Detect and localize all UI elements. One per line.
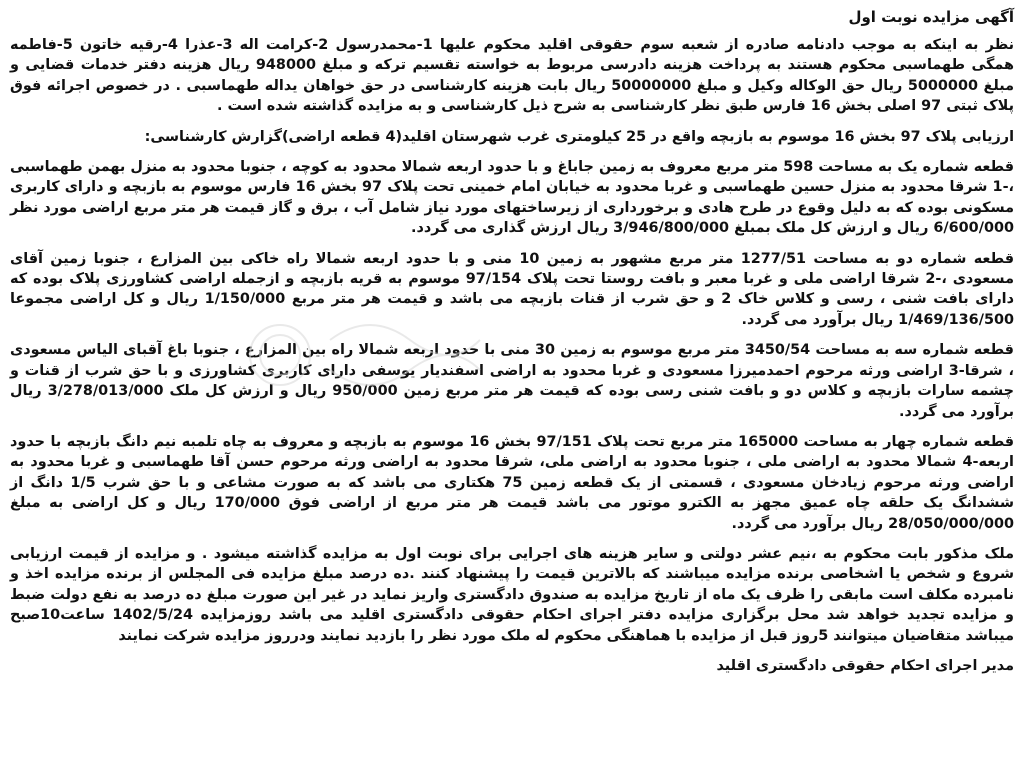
- closing-paragraph: ملک مذکور بابت محکوم به ،نیم عشر دولتی و سایر هزینه های اجرایی برای نوبت اول به مزایده گذاشته میشود . و مزایده از قیمت ارزیابی شروع و شخص یا اشخاصی برنده مزایده میباشند که بالاترین قیمت را پیشنهاد کنند .ده درصد مبلغ مزایده فی المجلس از برنده مزایده اخذ و نامبرده مکلف است مابقی را ظرف یک ماه از تاریخ مزایده به صندوق دادگستری واریز نماید در غیر این صورت مبلغ ده درصد به نفع دولت ضبط و مزایده تجدید خواهد شد محل برگزاری مزایده دفتر اجرای احکام حقوقی دادگستری اقلید می باشد روزمزایده 1402/5/24 ساعت10صبح میباشد متقاضیان میتوانند 5روز قبل از مزایده با هماهنگی محکوم له ملک مورد نظر را بازدید نمایند ودرروز مزایده شرکت نمایند: [10, 545, 1014, 644]
- signature-line: مدیر اجرای احکام حقوقی دادگستری اقلید: [716, 657, 1014, 674]
- parcel-three-paragraph: قطعه شماره سه به مساحت 3450/54 متر مربع موسوم به زمین 30 منی با حدود اربعه شمالا راه بین المزارع ، جنوبا باغ آقبای الیاس مسعودی ، شرقا-3 اراضی ورثه مرحوم احمدمیرزا مسعودی و غربا محدود به اراضی اسفندیار یوسفی دارای کاربری کشاورزی و با حق شرب از قنات و چشمه سارات بازبچه و کلاس دو و بافت شنی رسی بوده که قیمت هر متر مربع زمین 950/000 ریال و ارزش کل ملک 3/278/013/000 ریال برآورد می گردد.: [10, 342, 1014, 420]
- notice-title: آگهی مزایده نوبت اول: [848, 8, 1014, 26]
- parcel-one-paragraph: قطعه شماره یک به مساحت 598 متر مربع معروف به زمین جاباغ و با حدود اربعه شمالا محدود به کوچه ، جنوبا محدود به منزل بهمن طهماسبی ،-1 شرقا محدود به منزل حسین طهماسبی و غربا محدود به خیابان امام خمینی تحت پلاک 97 بخش 16 فارس موسوم به بازبچه و دارای کاربری مسکونی بوده که به دلیل وقوع در طرح هادی و برخورداری از زیرساختهای مورد نیاز شامل آب ، برق و گاز قیمت هر متر مربع اراضی مورد نظر 6/600/000 ریال و ارزش کل ملک بمبلغ 3/946/800/000 ریال ارزش گذاری می گردد.: [10, 159, 1015, 237]
- parcel-four-paragraph: قطعه شماره چهار به مساحت 165000 متر مربع تحت پلاک 97/151 بخش 16 موسوم به بازبچه و معروف به چاه تلمبه نیم دانگ بازبچه با حدود اربعه-4 شمالا محدود به اراضی ملی ، جنوبا محدود به اراضی ملی، شرقا محدود به اراضی ورثه مرحوم حسن آقا طهماسبی و غربا محدود به اراضی ورثه مرحوم زیادخان مسعودی ، قسمتی از یک قطعه زمین 75 هکتاری می باشد که به صورت مشاعی و با حق شرب 1/5 دانگ از ششدانگ یک حلقه چاه عمیق مجهز به الکترو موتور می باشد قیمت هر متر مربع از اراضی فوق 170/000 ریال و کل اراضی به مبلغ 28/050/000/000 ریال برآورد می گردد.: [10, 433, 1015, 532]
- appraisal-heading: ارزیابی پلاک 97 بخش 16 موسوم به بازبچه واقع در 25 کیلومتری غرب شهرستان اقلید(4 قطعه اراضی)گزارش کارشناسی:: [144, 128, 1014, 145]
- intro-paragraph: نظر به اینکه به موجب دادنامه صادره از شعبه سوم حقوقی اقلید محکوم علیها 1-محمدرسول 2-کرامت اله 3-عذرا 4-رقیه خاتون 5-فاطمه همگی طهماسبی محکوم هستند به پرداخت هزینه دادرسی مربوط به خواسته تقسیم ترکه و مبلغ 948000 ریال هزینه دفتر خدمات قضایی و مبلغ 5000000 ریال حق الوکاله وکیل و مبلغ 50000000 ریال بابت هزینه کارشناسی در حق خواهان یداله طهماسبی . در خصوص اجرائه فوق پلاک ثبتی 97 اصلی بخش 16 فارس طبق نظر کارشناسی به شرح ذیل کارشناسی و به مزایده گذاشته شده است .: [10, 37, 1015, 115]
- parcel-two-paragraph: قطعه شماره دو به مساحت 1277/51 متر مربع مشهور به زمین 10 منی و با حدود اربعه شمالا راه خاکی بین المزارع ، جنوبا زمین آقای مسعودی ،-2 شرقا اراضی ملی و غربا معبر و بافت روستا تحت پلاک 97/154 موسوم به قریه بازبچه و ازجمله اراضی کشاورزی پلاک بوده که دارای بافت شنی ، رسی و کلاس خاک 2 و حق شرب از قنات بازبچه می باشد و قیمت هر متر مربع 1/150/000 ریال و کل اراضی مجموعا 1/469/136/500 ریال برآورد می گردد.: [10, 250, 1015, 328]
